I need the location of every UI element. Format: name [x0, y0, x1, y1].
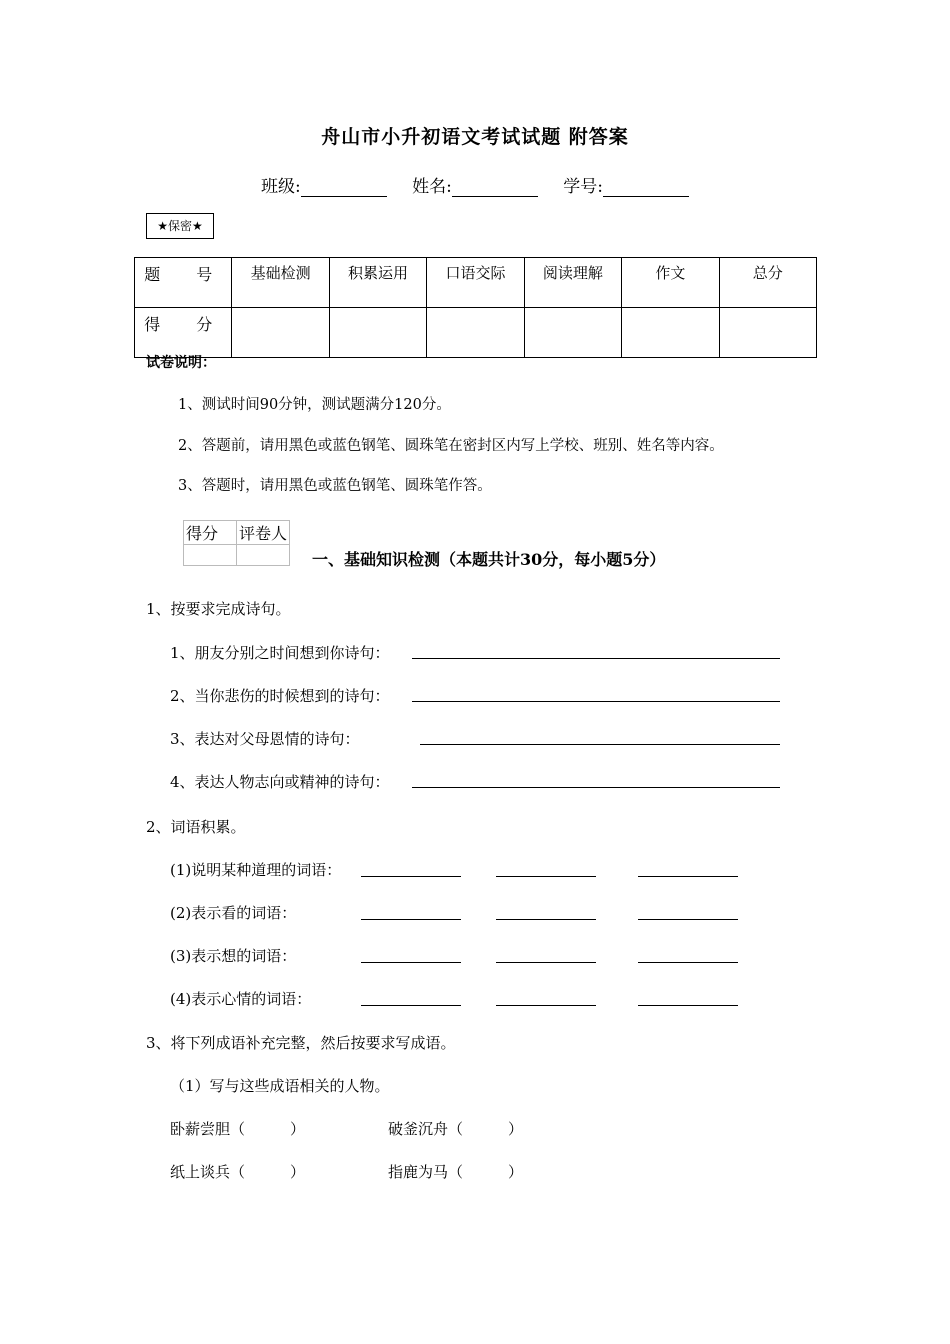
q2-answer-line[interactable] [496, 876, 596, 877]
score-cell[interactable] [622, 308, 719, 358]
q2-answer-line[interactable] [496, 919, 596, 920]
q1-item: 3、表达对父母恩情的诗句： [170, 730, 360, 748]
q2-answer-line[interactable] [496, 1005, 596, 1006]
name-blank[interactable] [452, 178, 538, 197]
score-col-oral: 口语交际 [427, 258, 524, 308]
grader-name-label: 评卷人 [237, 521, 290, 545]
q1-answer-line[interactable] [412, 658, 780, 659]
q1-answer-line[interactable] [420, 744, 780, 745]
score-col-basic: 基础检测 [232, 258, 329, 308]
score-col-essay: 作文 [622, 258, 719, 308]
q2-answer-line[interactable] [638, 962, 738, 963]
score-cell[interactable] [232, 308, 329, 358]
q1-answer-line[interactable] [412, 701, 780, 702]
score-col-total: 总分 [719, 258, 816, 308]
q1-item: 4、表达人物志向或精神的诗句： [170, 773, 390, 791]
idiom-item[interactable]: 指鹿为马（ ） [388, 1163, 524, 1181]
idiom-item[interactable]: 纸上谈兵（ ） [170, 1163, 306, 1181]
note-item: 3、答题时，请用黑色或蓝色钢笔、圆珠笔作答。 [178, 478, 492, 494]
grader-score-label: 得分 [184, 521, 237, 545]
page-title: 舟山市小升初语文考试试题 附答案 [321, 126, 629, 148]
name-label: 姓名: [412, 177, 452, 197]
q2-item: (2)表示看的词语： [170, 904, 297, 922]
score-col-reading: 阅读理解 [524, 258, 621, 308]
class-label: 班级: [260, 177, 301, 197]
q2-item: (3)表示想的词语： [170, 947, 297, 965]
q2-item: (1)说明某种道理的词语： [170, 861, 342, 879]
id-label: 学号: [563, 177, 603, 197]
score-cell[interactable] [329, 308, 426, 358]
score-table-header-row [135, 258, 817, 308]
score-cell[interactable] [719, 308, 816, 358]
section-heading: 一、基础知识检测（本题共计30分，每小题5分） [312, 550, 666, 569]
grader-box [183, 520, 290, 566]
question-3-stem: 3、将下列成语补充完整，然后按要求写成语。 [146, 1034, 456, 1052]
student-info-line [0, 172, 950, 197]
q2-answer-line[interactable] [361, 919, 461, 920]
score-table-score-row [135, 308, 817, 358]
q1-item: 1、朋友分别之时间想到你诗句： [170, 644, 390, 662]
q1-answer-line[interactable] [412, 787, 780, 788]
idiom-item[interactable]: 破釜沉舟（ ） [388, 1120, 524, 1138]
q2-answer-line[interactable] [638, 876, 738, 877]
q2-answer-line[interactable] [361, 1005, 461, 1006]
q2-item: (4)表示心情的词语： [170, 990, 312, 1008]
q2-answer-line[interactable] [361, 876, 461, 877]
note-item: 2、答题前，请用黑色或蓝色钢笔、圆珠笔在密封区内写上学校、班别、姓名等内容。 [178, 438, 724, 454]
idiom-item[interactable]: 卧薪尝胆（ ） [170, 1120, 306, 1138]
q2-answer-line[interactable] [361, 962, 461, 963]
score-cell[interactable] [427, 308, 524, 358]
score-col-accumulate: 积累运用 [329, 258, 426, 308]
secret-badge: ★保密★ [146, 213, 214, 239]
q3-subquestion: （1）写与这些成语相关的人物。 [170, 1077, 390, 1095]
question-2-stem: 2、词语积累。 [146, 818, 246, 836]
id-blank[interactable] [603, 178, 689, 197]
score-col-number: 题 号 [135, 258, 232, 308]
question-1-stem: 1、按要求完成诗句。 [146, 600, 291, 618]
q2-answer-line[interactable] [638, 919, 738, 920]
score-table [134, 257, 817, 358]
q2-answer-line[interactable] [638, 1005, 738, 1006]
q2-answer-line[interactable] [496, 962, 596, 963]
grader-score-cell[interactable] [184, 545, 237, 566]
notes-title: 试卷说明： [146, 355, 216, 371]
q1-item: 2、当你悲伤的时候想到的诗句： [170, 687, 390, 705]
note-item: 1、测试时间90分钟，测试题满分120分。 [178, 397, 451, 413]
class-blank[interactable] [301, 178, 387, 197]
grader-name-cell[interactable] [237, 545, 290, 566]
score-cell[interactable] [524, 308, 621, 358]
score-row-label: 得 分 [135, 308, 232, 358]
